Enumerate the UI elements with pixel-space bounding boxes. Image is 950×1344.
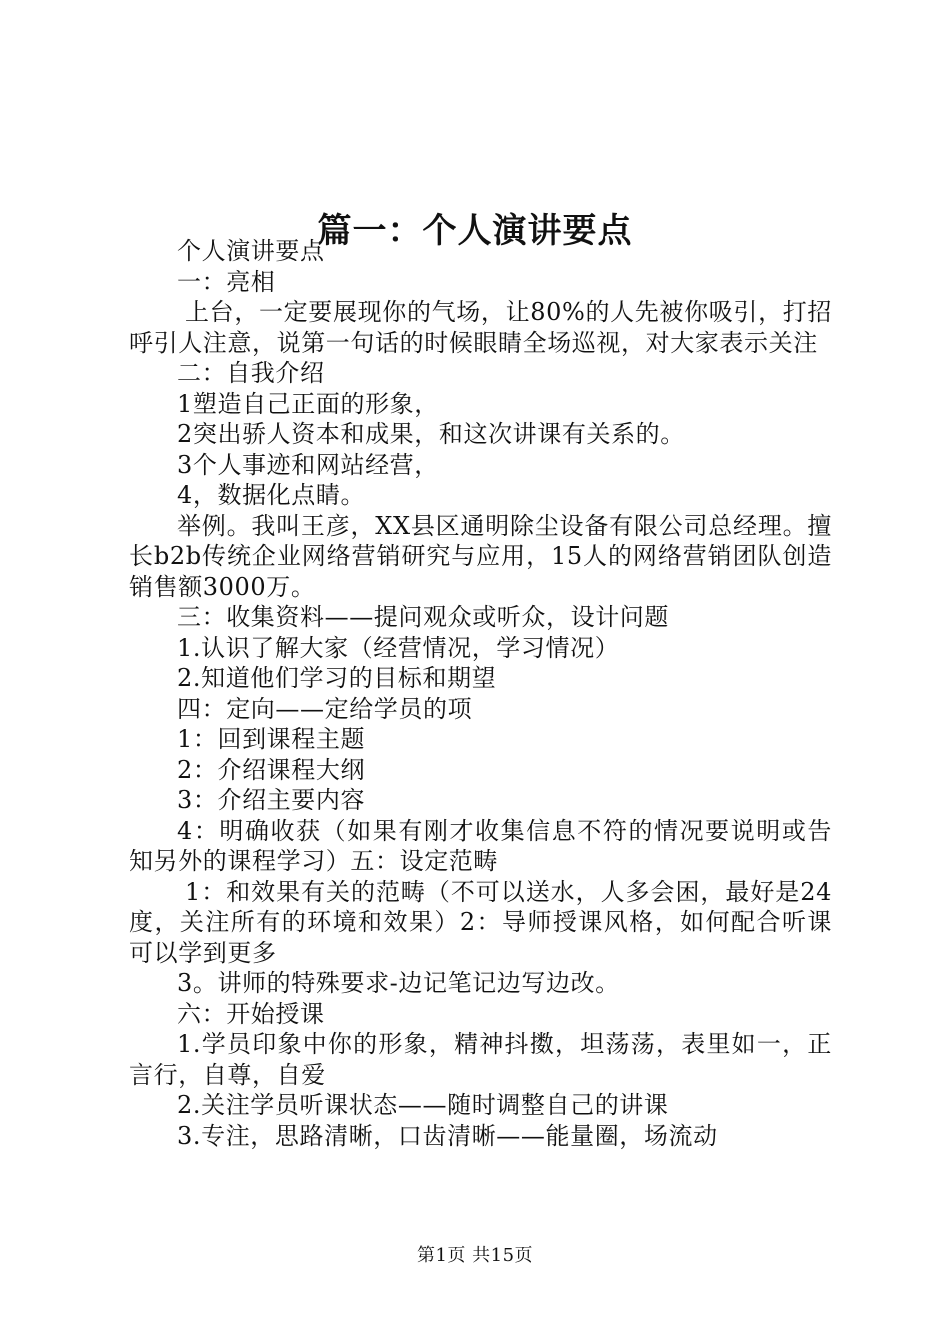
- list-item: 4：明确收获（如果有刚才收集信息不符的情况要说明或告知另外的课程学习）五：设定范畴: [129, 816, 832, 875]
- list-item: 1塑造自己正面的形象，: [177, 389, 439, 418]
- list-item: 3。讲师的特殊要求-边记笔记边写边改。: [177, 969, 620, 997]
- list-item: 2：介绍课程大纲: [177, 755, 366, 784]
- section-heading-1: 一：亮相: [177, 267, 276, 296]
- list-item: 3个人事迹和网站经营，: [177, 450, 439, 479]
- list-item: 1：和效果有关的范畴（不可以送水，人多会困，最好是24度，关注所有的环境和效果）2：导师授课风格，如何配合听课可以学到更多: [129, 877, 832, 967]
- list-item: 3：介绍主要内容: [177, 786, 366, 814]
- list-item: 2.关注学员听课状态——随时调整自己的讲课: [177, 1091, 669, 1119]
- list-item: 4，数据化点睛。: [177, 481, 366, 509]
- page-footer: 第1页 共15页: [416, 1245, 534, 1266]
- section-heading-3: 三：收集资料——提问观众或听众，设计问题: [177, 603, 669, 631]
- document-body: [129, 236, 832, 1151]
- section-heading-6: 六：开始授课: [177, 999, 325, 1028]
- section-heading-4: 四：定向——定给学员的项: [177, 694, 473, 723]
- paragraph: 上台，一定要展现你的气场，让80%的人先被你吸引，打招呼引人注意，说第一句话的时候眼睛全场巡视，对大家表示关注: [129, 298, 832, 357]
- list-item: 1.学员印象中你的形象，精神抖擞，坦荡荡，表里如一，正言行，自尊，自爱: [129, 1030, 832, 1089]
- list-item: 2突出骄人资本和成果，和这次讲课有关系的。: [177, 420, 685, 448]
- section-heading-2: 二：自我介绍: [177, 359, 325, 387]
- list-item: 2.知道他们学习的目标和期望: [177, 664, 497, 692]
- list-item: 1：回到课程主题: [177, 725, 366, 753]
- paragraph: 举例。我叫王彦，XX县区通明除尘设备有限公司总经理。擅长b2b传统企业网络营销研究与应用，15人的网络营销团队创造销售额3000万。: [129, 511, 832, 601]
- document-title: 篇一：个人演讲要点: [317, 210, 633, 251]
- paragraph-heading: 个人演讲要点: [177, 237, 325, 265]
- list-item: 3.专注，思路清晰，口齿清晰——能量圈，场流动: [177, 1121, 718, 1150]
- list-item: 1.认识了解大家（经营情况，学习情况）: [177, 633, 620, 662]
